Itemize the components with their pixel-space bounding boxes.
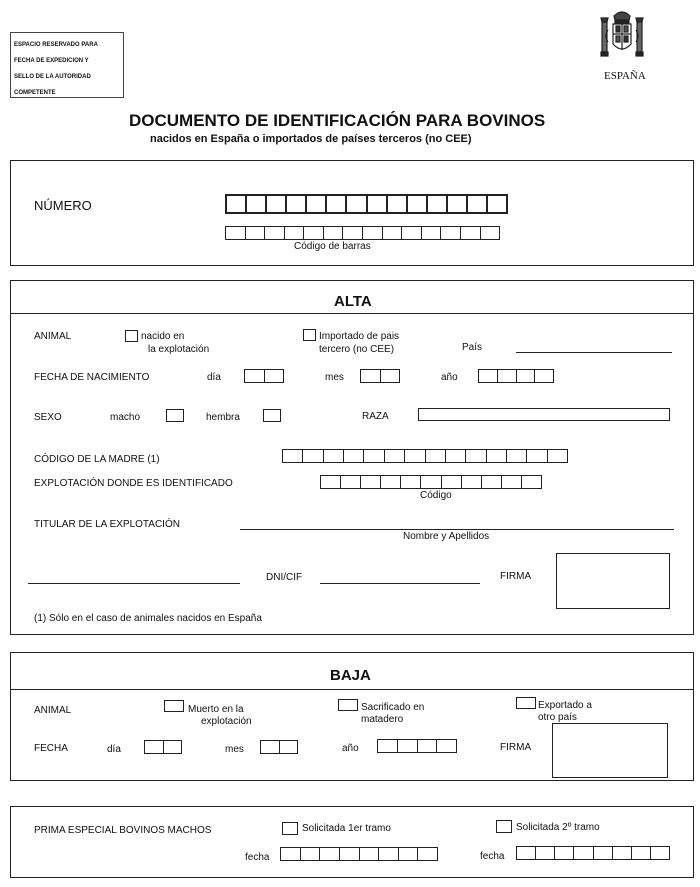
baja-year-label: año: [342, 743, 359, 754]
barcode-boxes[interactable]: [225, 226, 500, 240]
exported-line2: otro país: [538, 712, 577, 723]
farm-code-label: Código: [420, 490, 452, 501]
second-tranche-label: Solicitada 2º tramo: [516, 822, 600, 833]
birth-year-boxes[interactable]: [478, 369, 554, 383]
exported-checkbox[interactable]: [516, 697, 536, 709]
page-subtitle: nacidos en España o importados de países terceros (no CEE): [150, 133, 472, 145]
first-tranche-label: Solicitada 1er tramo: [302, 823, 391, 834]
breed-label: RAZA: [362, 411, 389, 422]
male-label: macho: [110, 412, 141, 423]
prima-label: PRIMA ESPECIAL BOVINOS MACHOS: [34, 825, 212, 836]
prima-date1-boxes[interactable]: [280, 847, 438, 861]
country-origin-line[interactable]: [516, 352, 672, 353]
prima-section: [10, 806, 694, 878]
numero-digit-boxes[interactable]: [225, 194, 508, 214]
alta-dni-label: DNI/CIF: [266, 572, 303, 583]
farm-code-boxes[interactable]: [320, 475, 542, 489]
baja-heading-divider: [10, 689, 694, 690]
authority-line-4: COMPETENTE: [14, 90, 56, 96]
authority-line-2: FECHA DE EXPEDICION Y: [14, 58, 89, 64]
alta-heading: ALTA: [334, 293, 372, 310]
baja-month-boxes[interactable]: [260, 740, 298, 754]
authority-line-1: ESPACIO RESERVADO PARA: [14, 42, 98, 48]
birth-year-label: año: [441, 372, 458, 383]
imported-line1: Importado de pais: [319, 331, 400, 342]
page-title: DOCUMENTO DE IDENTIFICACIÓN PARA BOVINOS: [129, 111, 546, 130]
farm-label: EXPLOTACIÓN DONDE ES IDENTIFICADO: [34, 478, 233, 489]
prima-date2-label: fecha: [480, 851, 505, 862]
holder-name-line[interactable]: [240, 529, 674, 530]
male-checkbox[interactable]: [166, 409, 184, 422]
slaughter-line1: Sacrificado en: [361, 702, 425, 713]
alta-footnote: (1) Sólo en el caso de animales nacidos en España: [34, 613, 262, 624]
holder-label: TITULAR DE LA EXPLOTACIÓN: [34, 519, 180, 530]
female-checkbox[interactable]: [263, 409, 281, 422]
slaughter-checkbox[interactable]: [338, 699, 358, 711]
born-on-farm-checkbox[interactable]: [125, 330, 138, 342]
baja-day-label: día: [107, 744, 121, 755]
breed-field[interactable]: [418, 408, 670, 421]
holder-name-label: Nombre y Apellidos: [403, 531, 490, 542]
baja-day-boxes[interactable]: [144, 740, 182, 754]
baja-date-label: FECHA: [34, 743, 68, 754]
died-line2: explotación: [201, 716, 252, 727]
died-line1: Muerto en la: [188, 704, 244, 715]
barcode-label: Código de barras: [294, 241, 371, 252]
alta-dni-line[interactable]: [320, 583, 480, 584]
baja-month-label: mes: [225, 744, 244, 755]
birth-day-boxes[interactable]: [244, 369, 284, 383]
prima-date2-boxes[interactable]: [516, 846, 670, 860]
birth-month-label: mes: [325, 372, 344, 383]
alta-signature-box[interactable]: [556, 553, 670, 609]
mother-code-label: CÓDIGO DE LA MADRE (1): [34, 454, 160, 465]
baja-signature-box[interactable]: [552, 723, 668, 778]
country-origin-label: País: [462, 342, 483, 353]
baja-year-boxes[interactable]: [377, 739, 457, 753]
imported-line2: tercero (no CEE): [319, 344, 395, 355]
slaughter-line2: matadero: [361, 714, 404, 725]
birth-day-label: día: [207, 372, 221, 383]
alta-extra-line[interactable]: [28, 583, 240, 584]
born-on-farm-line1: nacido en: [141, 331, 185, 342]
country-label: ESPAÑA: [604, 70, 646, 82]
authority-line-3: SELLO DE LA AUTORIDAD: [14, 74, 91, 80]
died-checkbox[interactable]: [164, 700, 184, 712]
sex-label: SEXO: [34, 412, 62, 423]
prima-date1-label: fecha: [245, 852, 270, 863]
alta-heading-divider: [10, 313, 694, 314]
birth-month-boxes[interactable]: [360, 369, 400, 383]
birth-date-label: FECHA DE NACIMIENTO: [34, 372, 150, 383]
first-tranche-checkbox[interactable]: [282, 822, 298, 835]
baja-animal-label: ANIMAL: [34, 705, 72, 716]
numero-label: NÚMERO: [34, 198, 92, 213]
born-on-farm-line2: la explotación: [148, 344, 210, 355]
female-label: hembra: [206, 412, 240, 423]
coat-of-arms-icon: [598, 6, 646, 66]
exported-line1: Exportado a: [538, 700, 592, 711]
imported-checkbox[interactable]: [303, 329, 316, 341]
mother-code-boxes[interactable]: [282, 449, 568, 463]
alta-signature-label: FIRMA: [500, 571, 532, 582]
second-tranche-checkbox[interactable]: [496, 820, 512, 833]
alta-animal-label: ANIMAL: [34, 331, 72, 342]
baja-signature-label: FIRMA: [500, 742, 532, 753]
baja-heading: BAJA: [330, 667, 371, 684]
